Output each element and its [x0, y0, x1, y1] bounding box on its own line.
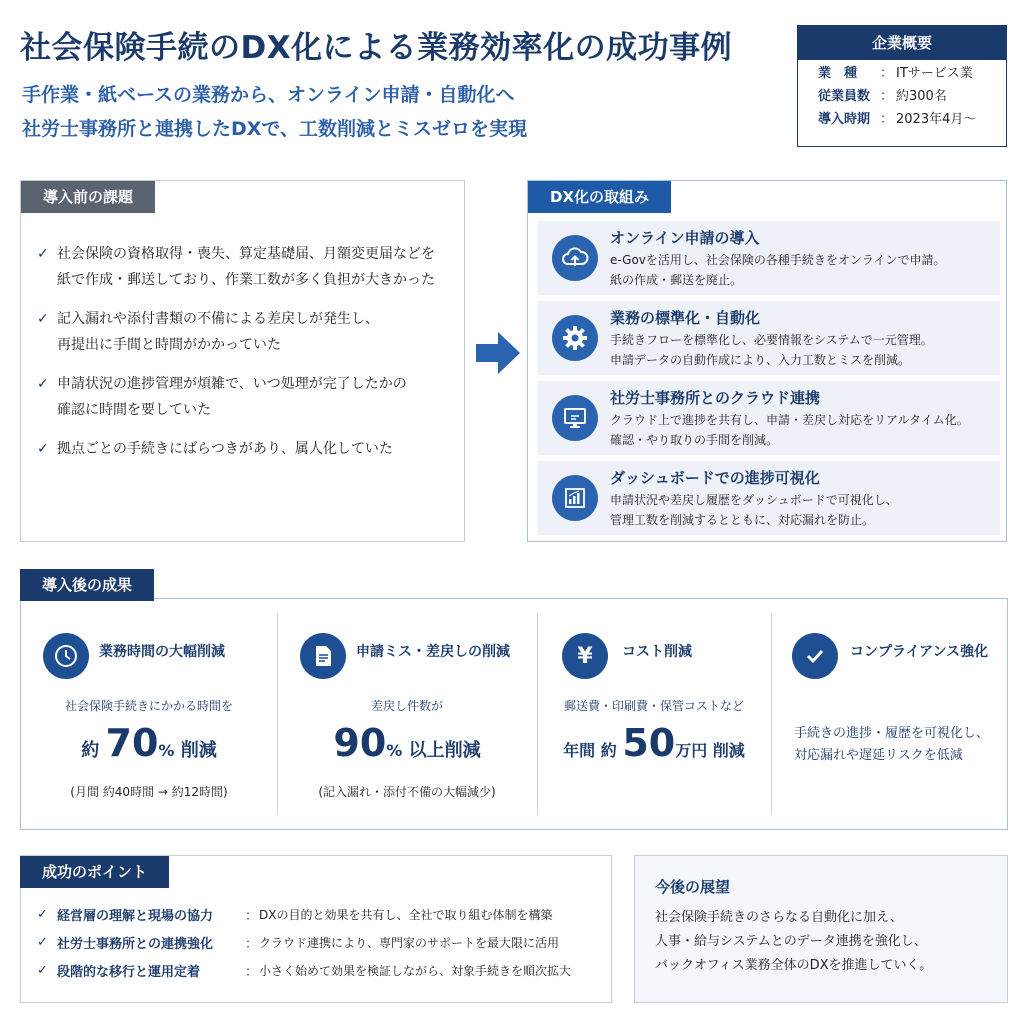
issue-line: 再提出に手間と時間がかかっていた: [57, 337, 281, 353]
overview-label: 業 種: [818, 66, 858, 81]
overview-label: 導入時期: [818, 112, 871, 127]
point-desc: 小さく始めて効果を検証しながら、対象手続きを順次拡大: [259, 963, 572, 978]
yen-icon: ¥: [562, 633, 608, 679]
dx-item-line: 紙の作成・郵送を廃止。: [610, 273, 743, 287]
dx-item: [538, 461, 1000, 535]
overview-value: ITサービス業: [896, 66, 973, 81]
result-value: [278, 721, 536, 765]
result-desc: 郵送費・印刷費・保管コストなど: [563, 699, 744, 713]
dx-item: [538, 301, 1000, 375]
issue-line: 拠点ごとの手続きにばらつきがあり、属人化していた: [57, 441, 393, 457]
overview-row-period: [798, 106, 1006, 129]
result-line: 対応漏れや遅延リスクを低減: [794, 748, 963, 763]
point-desc: DXの目的と効果を共有し、全社で取り組む体制を構築: [259, 907, 553, 922]
dx-item-desc: [610, 410, 969, 450]
issue-line: 確認に時間を要していた: [57, 402, 211, 418]
result-unit: 万円: [675, 741, 708, 760]
result-cost-reduction: [538, 613, 770, 815]
dx-item-desc: [610, 490, 898, 530]
dx-initiatives-panel: [527, 180, 1007, 542]
result-note: (月間 約40時間 → 約12時間): [70, 785, 228, 799]
before-issues-panel: [20, 180, 465, 542]
result-prefix: 約: [81, 740, 106, 761]
point-label: 段階的な移行と運用定着: [57, 964, 201, 980]
dx-item-title: 業務の標準化・自動化: [610, 309, 761, 327]
issue-line: 記入漏れや添付書類の不備による差戻しが発生し、: [57, 311, 379, 327]
gear-icon: [552, 315, 598, 361]
dx-item-title: オンライン申請の導入: [610, 229, 760, 247]
future-line: バックオフィス業務全体のDXを推進していく。: [655, 958, 933, 973]
result-number: 70: [105, 721, 159, 765]
issue-item: [37, 436, 457, 462]
dx-item-line: 手続きフローを標準化し、必要情報をシステムで一元管理。: [610, 333, 933, 347]
check-circle-icon: [792, 633, 838, 679]
point-row: [37, 904, 552, 924]
check-icon: ✓: [37, 441, 49, 457]
issue-line: 申請状況の進捗管理が煩雑で、いつ処理が完了したかの: [57, 376, 407, 392]
result-time-reduction: [21, 613, 277, 815]
issues-list: [37, 241, 457, 475]
result-suffix: 削減: [707, 741, 745, 760]
monitor-icon: [552, 395, 598, 441]
issue-item: [37, 241, 457, 293]
issue-line: 社会保険の資格取得・喪失、算定基礎届、月額変更届などを: [57, 246, 435, 262]
before-issues-tag: 導入前の課題: [21, 181, 155, 213]
cloud-upload-icon: [552, 235, 598, 281]
dx-initiatives-tag: DX化の取組み: [528, 181, 671, 213]
result-desc: 差戻し件数が: [370, 699, 443, 713]
issue-item: [37, 306, 457, 358]
result-note: (記入漏れ・添付不備の大幅減少): [318, 785, 496, 799]
page-title: 社会保険手続のDX化による業務効率化の成功事例: [20, 30, 733, 66]
overview-row-industry: [798, 60, 1006, 83]
chart-icon: [552, 475, 598, 521]
dx-item-line: e-Govを活用し、社会保険の各種手続きをオンラインで申請。: [610, 253, 946, 267]
result-unit: %: [158, 741, 175, 760]
dx-item-line: 申請データの自動作成により、入力工数とミスを削減。: [610, 353, 911, 367]
result-title: 申請ミス・差戻しの削減: [356, 644, 510, 660]
overview-label: 従業員数: [818, 89, 871, 104]
dx-item-desc: [610, 250, 946, 290]
result-compliance: [772, 613, 1008, 815]
results-panel: [20, 576, 1008, 830]
check-icon: ✓: [37, 246, 49, 262]
result-title: 業務時間の大幅削減: [99, 644, 225, 660]
result-error-reduction: [278, 613, 536, 815]
dx-item-title: ダッシュボードでの進捗可視化: [610, 469, 820, 487]
result-prefix: 年間 約: [563, 741, 623, 760]
dx-item: [538, 221, 1000, 295]
subtitle-2: 社労士事務所と連携したDXで、工数削減とミスゼロを実現: [22, 118, 528, 140]
results-tag: 導入後の成果: [20, 569, 154, 601]
result-title: コンプライアンス強化: [850, 644, 989, 660]
future-text: [655, 906, 932, 978]
dx-item-line: 確認・やり取りの手間を削減。: [610, 433, 779, 447]
check-icon: ✓: [37, 962, 48, 978]
result-line: 手続きの進捗・履歴を可視化し、: [794, 726, 990, 741]
point-desc: クラウド連携により、専門家のサポートを最大限に活用: [259, 935, 560, 950]
future-outlook-panel: [634, 855, 1008, 1003]
dx-item: [538, 381, 1000, 455]
document-icon: [300, 633, 346, 679]
arrow-right-icon: [476, 332, 520, 374]
result-value: [21, 721, 277, 765]
dx-item-line: クラウド上で進捗を共有し、申請・差戻し対応をリアルタイム化。: [610, 413, 969, 427]
result-value: [538, 721, 770, 765]
success-points-tag: 成功のポイント: [20, 856, 169, 888]
overview-separator: ：: [880, 66, 894, 81]
future-line: 人事・給与システムとのデータ連携を強化し、: [655, 934, 927, 949]
dx-item-line: 管理工数を削減するとともに、対応漏れを防止。: [610, 513, 875, 527]
company-overview-heading: 企業概要: [798, 26, 1006, 60]
result-number: 50: [622, 721, 676, 765]
overview-row-employees: [798, 83, 1006, 106]
check-icon: ✓: [37, 311, 49, 327]
future-line: 社会保険手続きのさらなる自動化に加え、: [655, 910, 903, 925]
point-label: 社労士事務所との連携強化: [57, 936, 214, 952]
point-row: [37, 932, 559, 952]
point-label: 経営層の理解と現場の協力: [57, 908, 214, 924]
check-icon: ✓: [37, 934, 48, 950]
result-desc: [794, 723, 989, 767]
issue-item: [37, 371, 457, 423]
result-number: 90: [333, 721, 387, 765]
company-overview-card: [797, 25, 1007, 147]
point-separator: ：: [245, 964, 259, 980]
issue-line: 紙で作成・郵送しており、作業工数が多く負担が大きかった: [57, 272, 435, 288]
overview-value: 約300名: [896, 89, 947, 104]
dx-item-desc: [610, 330, 933, 370]
overview-value: 2023年4月〜: [896, 112, 977, 127]
result-desc: 社会保険手続きにかかる時間を: [64, 699, 233, 713]
point-separator: ：: [245, 908, 259, 924]
dx-item-title: 社労士事務所とのクラウド連携: [610, 389, 821, 407]
overview-separator: ：: [880, 89, 894, 104]
overview-separator: ：: [880, 112, 894, 127]
dx-item-line: 申請状況や差戻し履歴をダッシュボードで可視化し、: [610, 493, 898, 507]
check-icon: ✓: [37, 906, 48, 922]
success-points-panel: [20, 855, 612, 1003]
result-suffix: 削減: [174, 740, 217, 761]
point-separator: ：: [245, 936, 259, 952]
future-title: 今後の展望: [655, 878, 731, 896]
result-title: コスト削減: [622, 644, 692, 660]
point-row: [37, 960, 571, 980]
clock-icon: [43, 633, 89, 679]
result-suffix: 以上削減: [402, 740, 481, 761]
check-icon: ✓: [37, 376, 49, 392]
subtitle-1: 手作業・紙ベースの業務から、オンライン申請・自動化へ: [22, 84, 515, 106]
result-unit: %: [386, 741, 403, 760]
